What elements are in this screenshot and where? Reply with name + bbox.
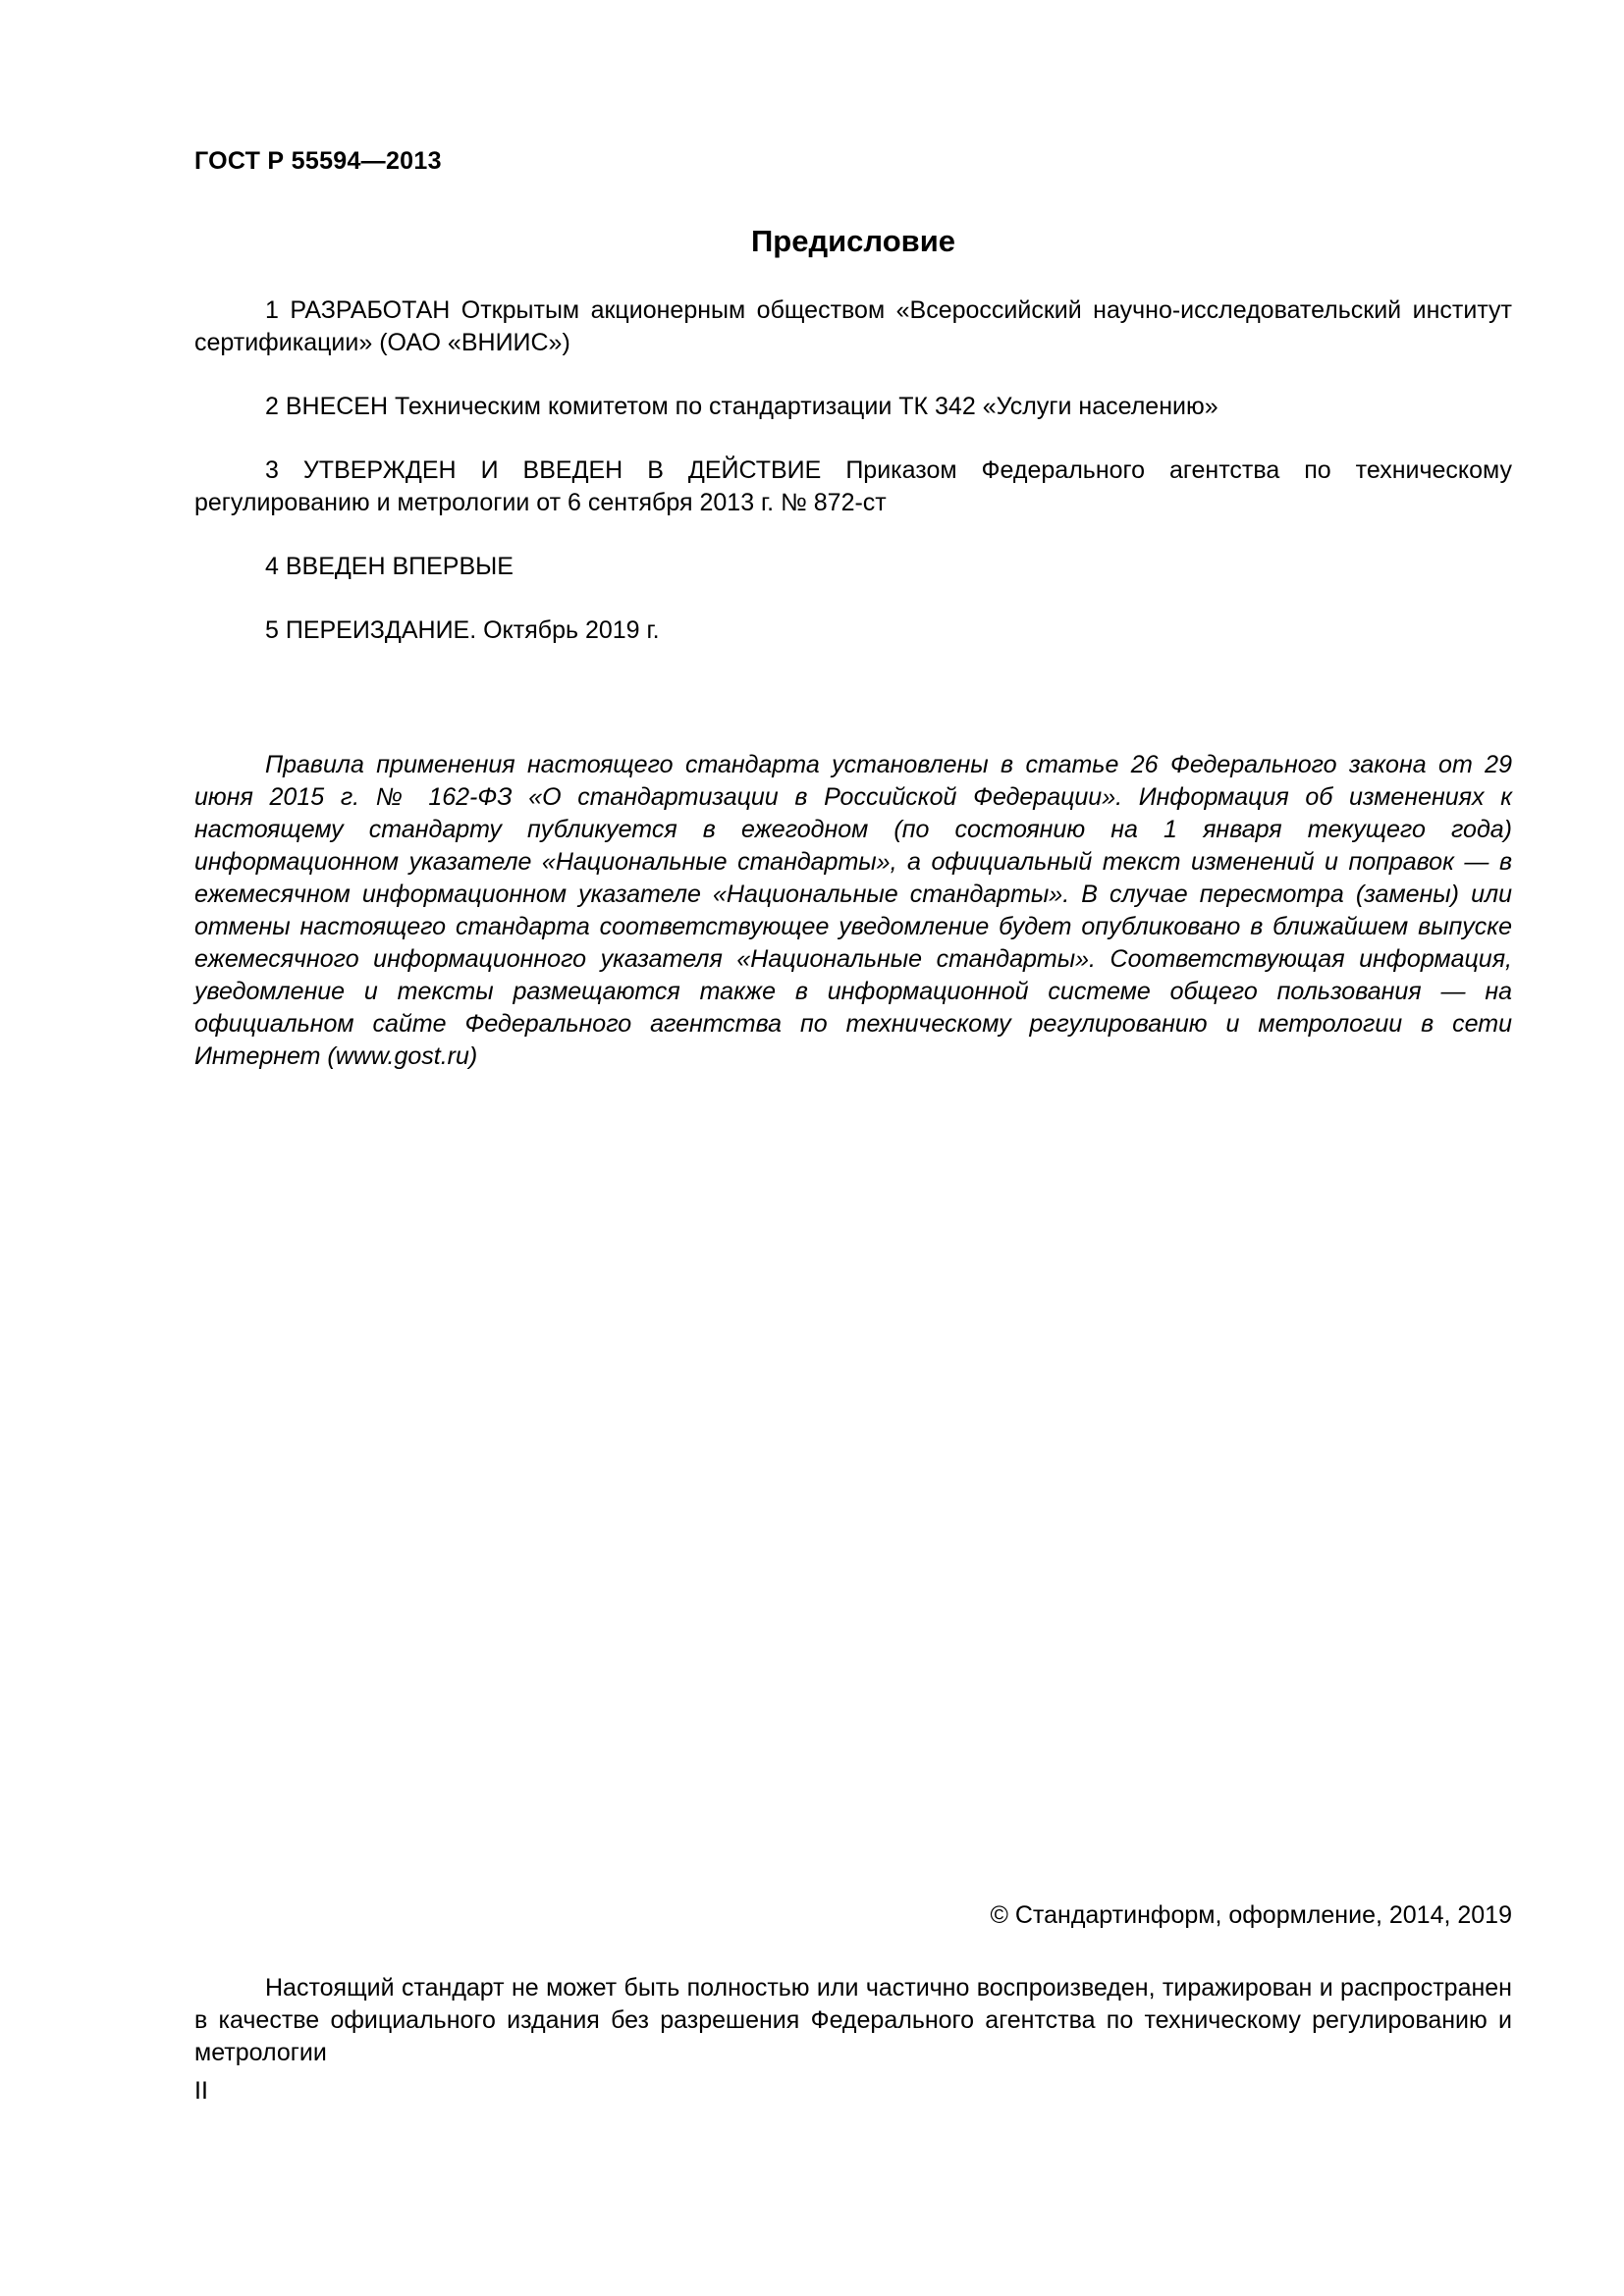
page-number: II bbox=[194, 2077, 208, 2105]
preface-item-reissue: 5 ПЕРЕИЗДАНИЕ. Октябрь 2019 г. bbox=[265, 616, 660, 644]
reproduction-restriction: Настоящий стандарт не может быть полностью или частично воспроизведен, тиражирован и распространен в качестве официального издания без разрешения Федерального агентства по техническому регулированию и метрологии bbox=[194, 1974, 1512, 2066]
standard-code-header: ГОСТ Р 55594—2013 bbox=[194, 147, 442, 175]
application-rules-notice: Правила применения настоящего стандарта установлены в статье 26 Федерального закона от 29 июня 2015 г. № 162-ФЗ «О стандартизации в Российской Федерации». Информация об изменениях к настоящему стандарту публикуется в ежегодном (по состоянию на 1 января текущего года) информационном указателе «Национальные стандарты», а официальный текст изменений и поправок — в ежемесячном информационном указателе «Национальные стандарты». В случае пересмотра (замены) или отмены настоящего стандарта соответствующее уведомление будет опубликовано в ближайшем выпуске ежемесячного информационного указателя «Национальные стандарты». Соответствующая информация, уведомление и тексты размещаются также в информационной системе общего пользования — на официальном сайте Федерального агентства по техническому регулированию и метрологии в сети Интернет (www.gost.ru) bbox=[194, 751, 1512, 1070]
copyright-line: © Стандартинформ, оформление, 2014, 2019 bbox=[990, 1901, 1512, 1929]
preface-item-approved: 3 УТВЕРЖДЕН И ВВЕДЕН В ДЕЙСТВИЕ Приказом Федерального агентства по техническому регулированию и метрологии от 6 сентября 2013 г. № 872-ст bbox=[194, 456, 1512, 516]
section-title: Предисловие bbox=[750, 224, 955, 258]
preface-item-first-introduced: 4 ВВЕДЕН ВПЕРВЫЕ bbox=[265, 553, 514, 580]
preface-list bbox=[194, 294, 1512, 678]
preface-item-developed: 1 РАЗРАБОТАН Открытым акционерным обществом «Всероссийский научно-исследовательский институт сертификации» (ОАО «ВНИИС») bbox=[194, 296, 1512, 356]
preface-item-submitted: 2 ВНЕСЕН Техническим комитетом по стандартизации ТК 342 «Услуги населению» bbox=[265, 393, 1218, 420]
